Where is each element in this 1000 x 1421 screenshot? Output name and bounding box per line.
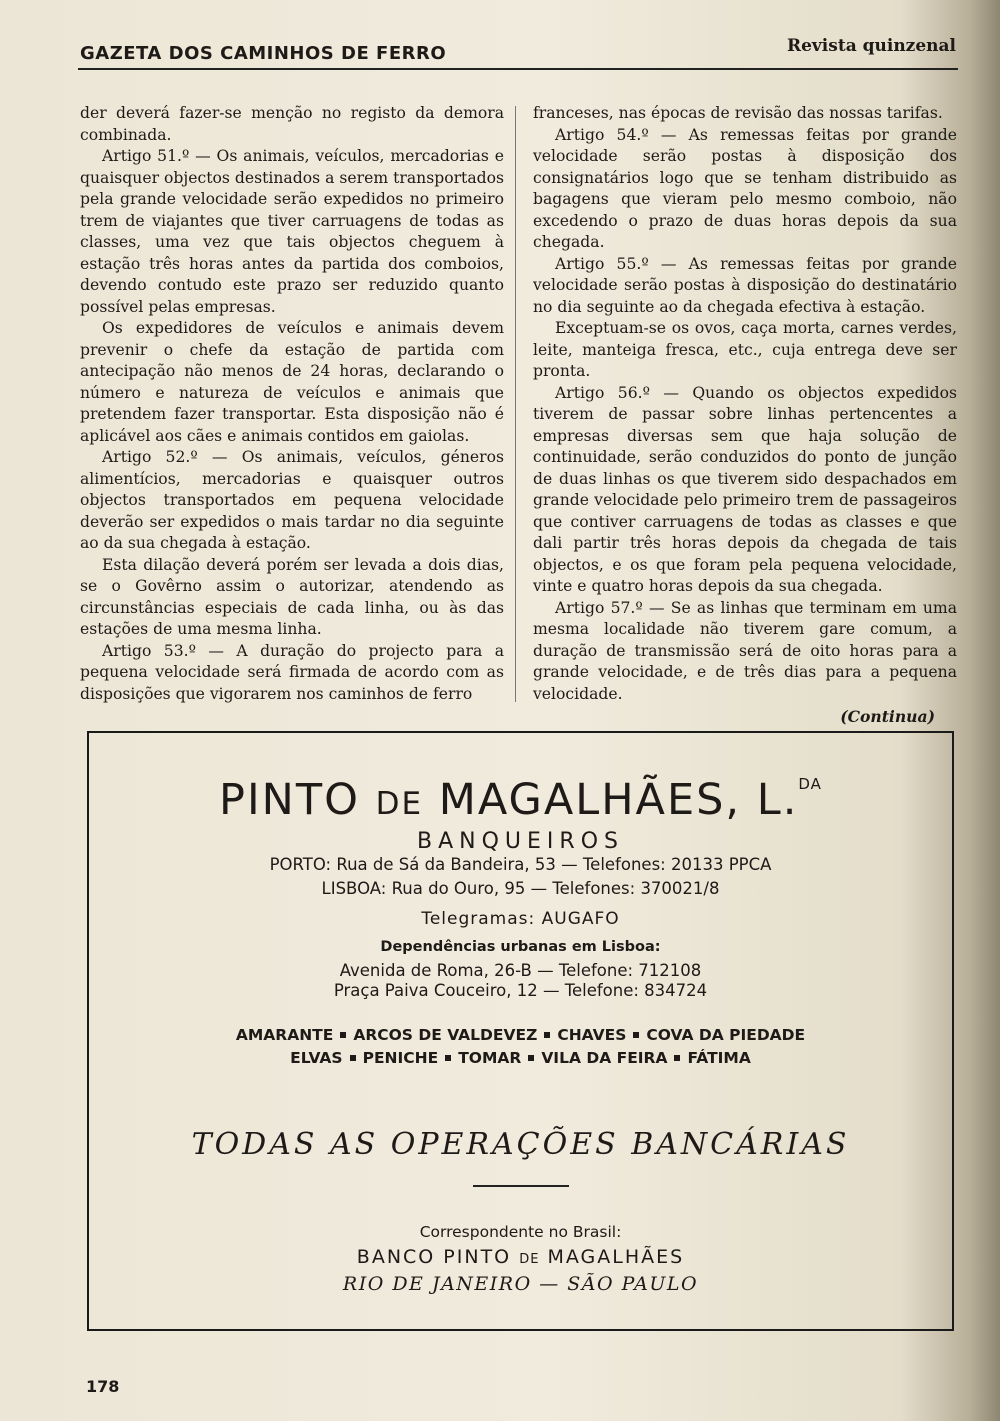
business-type: BANQUEIROS (417, 829, 624, 854)
bank-name-de: DE (375, 786, 424, 822)
correspondent-bank-part: BANCO PINTO (356, 1246, 512, 1268)
branch-town: TOMAR (458, 1049, 522, 1067)
journal-subtitle: Revista quinzenal (786, 36, 956, 56)
paragraph: Artigo 54.º — As remessas feitas por grande velocidade serão postas à disposição dos consignatários logo que se tenham distribuido as bagagens que vieram pelo mesmo comboio, não excedendo o prazo de duas horas depois da sua chegada. (533, 125, 957, 251)
correspondent-bank (89, 1246, 952, 1268)
right-text-column (533, 103, 957, 728)
paragraph: Artigo 52.º — Os animais, veículos, géneros alimentícios, mercadorias e quaisquer outros objectos transportados em pequena velocidade deverão ser expedidos o mais tardar no dia seguinte ao da sua chegada à estação. (80, 448, 504, 552)
telegram-address: Telegramas: AUGAFO (421, 909, 620, 929)
branch-town: CHAVES (557, 1026, 627, 1044)
paragraph: Os expedidores de veículos e animais devem prevenir o chefe da estação de partida com antecipação não menos de 24 horas, declarando o número e natureza de veículos e animais que pretendem fazer transportar. Esta disposição não é aplicável aos cães e animais contidos em gaiolas. (80, 319, 504, 445)
correspondent-label: Correspondente no Brasil: (419, 1223, 622, 1241)
correspondent-bank-part: MAGALHÃES (547, 1246, 685, 1268)
continued-note: (Continua) (840, 707, 935, 726)
square-bullet-icon (528, 1055, 534, 1061)
square-bullet-icon (445, 1055, 451, 1061)
correspondent-bank-de: DE (519, 1252, 540, 1267)
paragraph: Artigo 51.º — Os animais, veículos, mercadorias e quaisquer objectos destinados a serem transportados pela grande velocidade serão expedidos no primeiro trem de viajantes que tiver carruagens de todas as classes, uma vez que tais objectos cheguem à estação três horas antes da partida dos comboios, devendo contudo este prazo ser reduzido quanto possível pelas empresas. (80, 147, 504, 316)
square-bullet-icon (633, 1032, 639, 1038)
left-text-column (80, 103, 504, 705)
branch-town: ARCOS DE VALDEVEZ (353, 1026, 538, 1044)
branch-town: FÁTIMA (687, 1049, 751, 1067)
journal-title: GAZETA DOS CAMINHOS DE FERRO (80, 43, 447, 64)
correspondent-cities: RIO DE JANEIRO — SÃO PAULO (342, 1273, 699, 1295)
branch-address: Avenida de Roma, 26-B — Telefone: 712108 (339, 961, 702, 980)
bank-name-part: MAGALHÃES, L. (438, 775, 799, 825)
square-bullet-icon (350, 1055, 356, 1061)
branch-town: VILA DA FEIRA (541, 1049, 668, 1067)
paragraph: franceses, nas épocas de revisão das nossas tarifas. (533, 104, 943, 122)
page-number: 178 (86, 1377, 120, 1396)
square-bullet-icon (674, 1055, 680, 1061)
paragraph: Artigo 55.º — As remessas feitas por grande velocidade serão postas à disposição do destinatário no dia seguinte ao da chegada efectiva à estação. (533, 254, 957, 316)
column-divider (515, 106, 516, 702)
lisboa-address: LISBOA: Rua do Ouro, 95 — Telefones: 370021/8 (321, 879, 720, 898)
branch-list-row (89, 1049, 952, 1067)
bank-name-suffix: DA (798, 775, 822, 793)
branch-town: AMARANTE (235, 1026, 334, 1044)
square-bullet-icon (544, 1032, 550, 1038)
bank-name (89, 775, 952, 825)
paragraph: Artigo 56.º — Quando os objectos expedidos tiverem de passar sobre linhas pertencentes a empresas diversas sem que haja solução de continuidade, serão conduzidos do ponto de junção de duas linhas os que tiverem sido despachados em grande velocidade pelo primeiro trem de passageiros que contiver carruagens de todas as classes e que dali partir três horas depois da chegada de tais objectos, e os que foram pela pequena velocidade, vinte e quatro horas depois da sua chegada. (533, 383, 957, 595)
paragraph: Artigo 57.º — Se as linhas que terminam em uma mesma localidade não tiverem gare comum, a duração de transmissão será de oito horas para a grande velocidade, e de três dias para a pequena velocidade. (533, 598, 957, 703)
branch-address: Praça Paiva Couceiro, 12 — Telefone: 834724 (333, 981, 708, 1000)
paragraph: Artigo 53.º — A duração do projecto para a pequena velocidade será firmada de acordo com as disposições que vigorarem nos caminhos de ferro (80, 641, 504, 703)
operations-slogan: TODAS AS OPERAÇÕES BANCÁRIAS (191, 1127, 850, 1162)
square-bullet-icon (340, 1032, 346, 1038)
branch-town: ELVAS (290, 1049, 343, 1067)
divider-rule (473, 1185, 569, 1187)
porto-address: PORTO: Rua de Sá da Bandeira, 53 — Telefones: 20133 PPCA (269, 855, 772, 874)
branch-town: COVA DA PIEDADE (646, 1026, 806, 1044)
paragraph: der deverá fazer-se menção no registo da demora combinada. (80, 104, 504, 144)
branch-town: PENICHE (362, 1049, 439, 1067)
bank-advertisement (87, 731, 954, 1331)
branch-list-row (89, 1026, 952, 1044)
page-header (78, 34, 958, 70)
paragraph: Exceptuam-se os ovos, caça morta, carnes verdes, leite, manteiga fresca, etc., cuja entrega deve ser pronta. (533, 319, 957, 380)
branches-title: Dependências urbanas em Lisboa: (380, 939, 661, 955)
bank-name-part: PINTO (219, 775, 360, 825)
paragraph: Esta dilação deverá porém ser levada a dois dias, se o Govêrno assim o autorizar, atendendo as circunstâncias especiais de cada linha, ou às das estações de uma mesma linha. (80, 555, 504, 638)
